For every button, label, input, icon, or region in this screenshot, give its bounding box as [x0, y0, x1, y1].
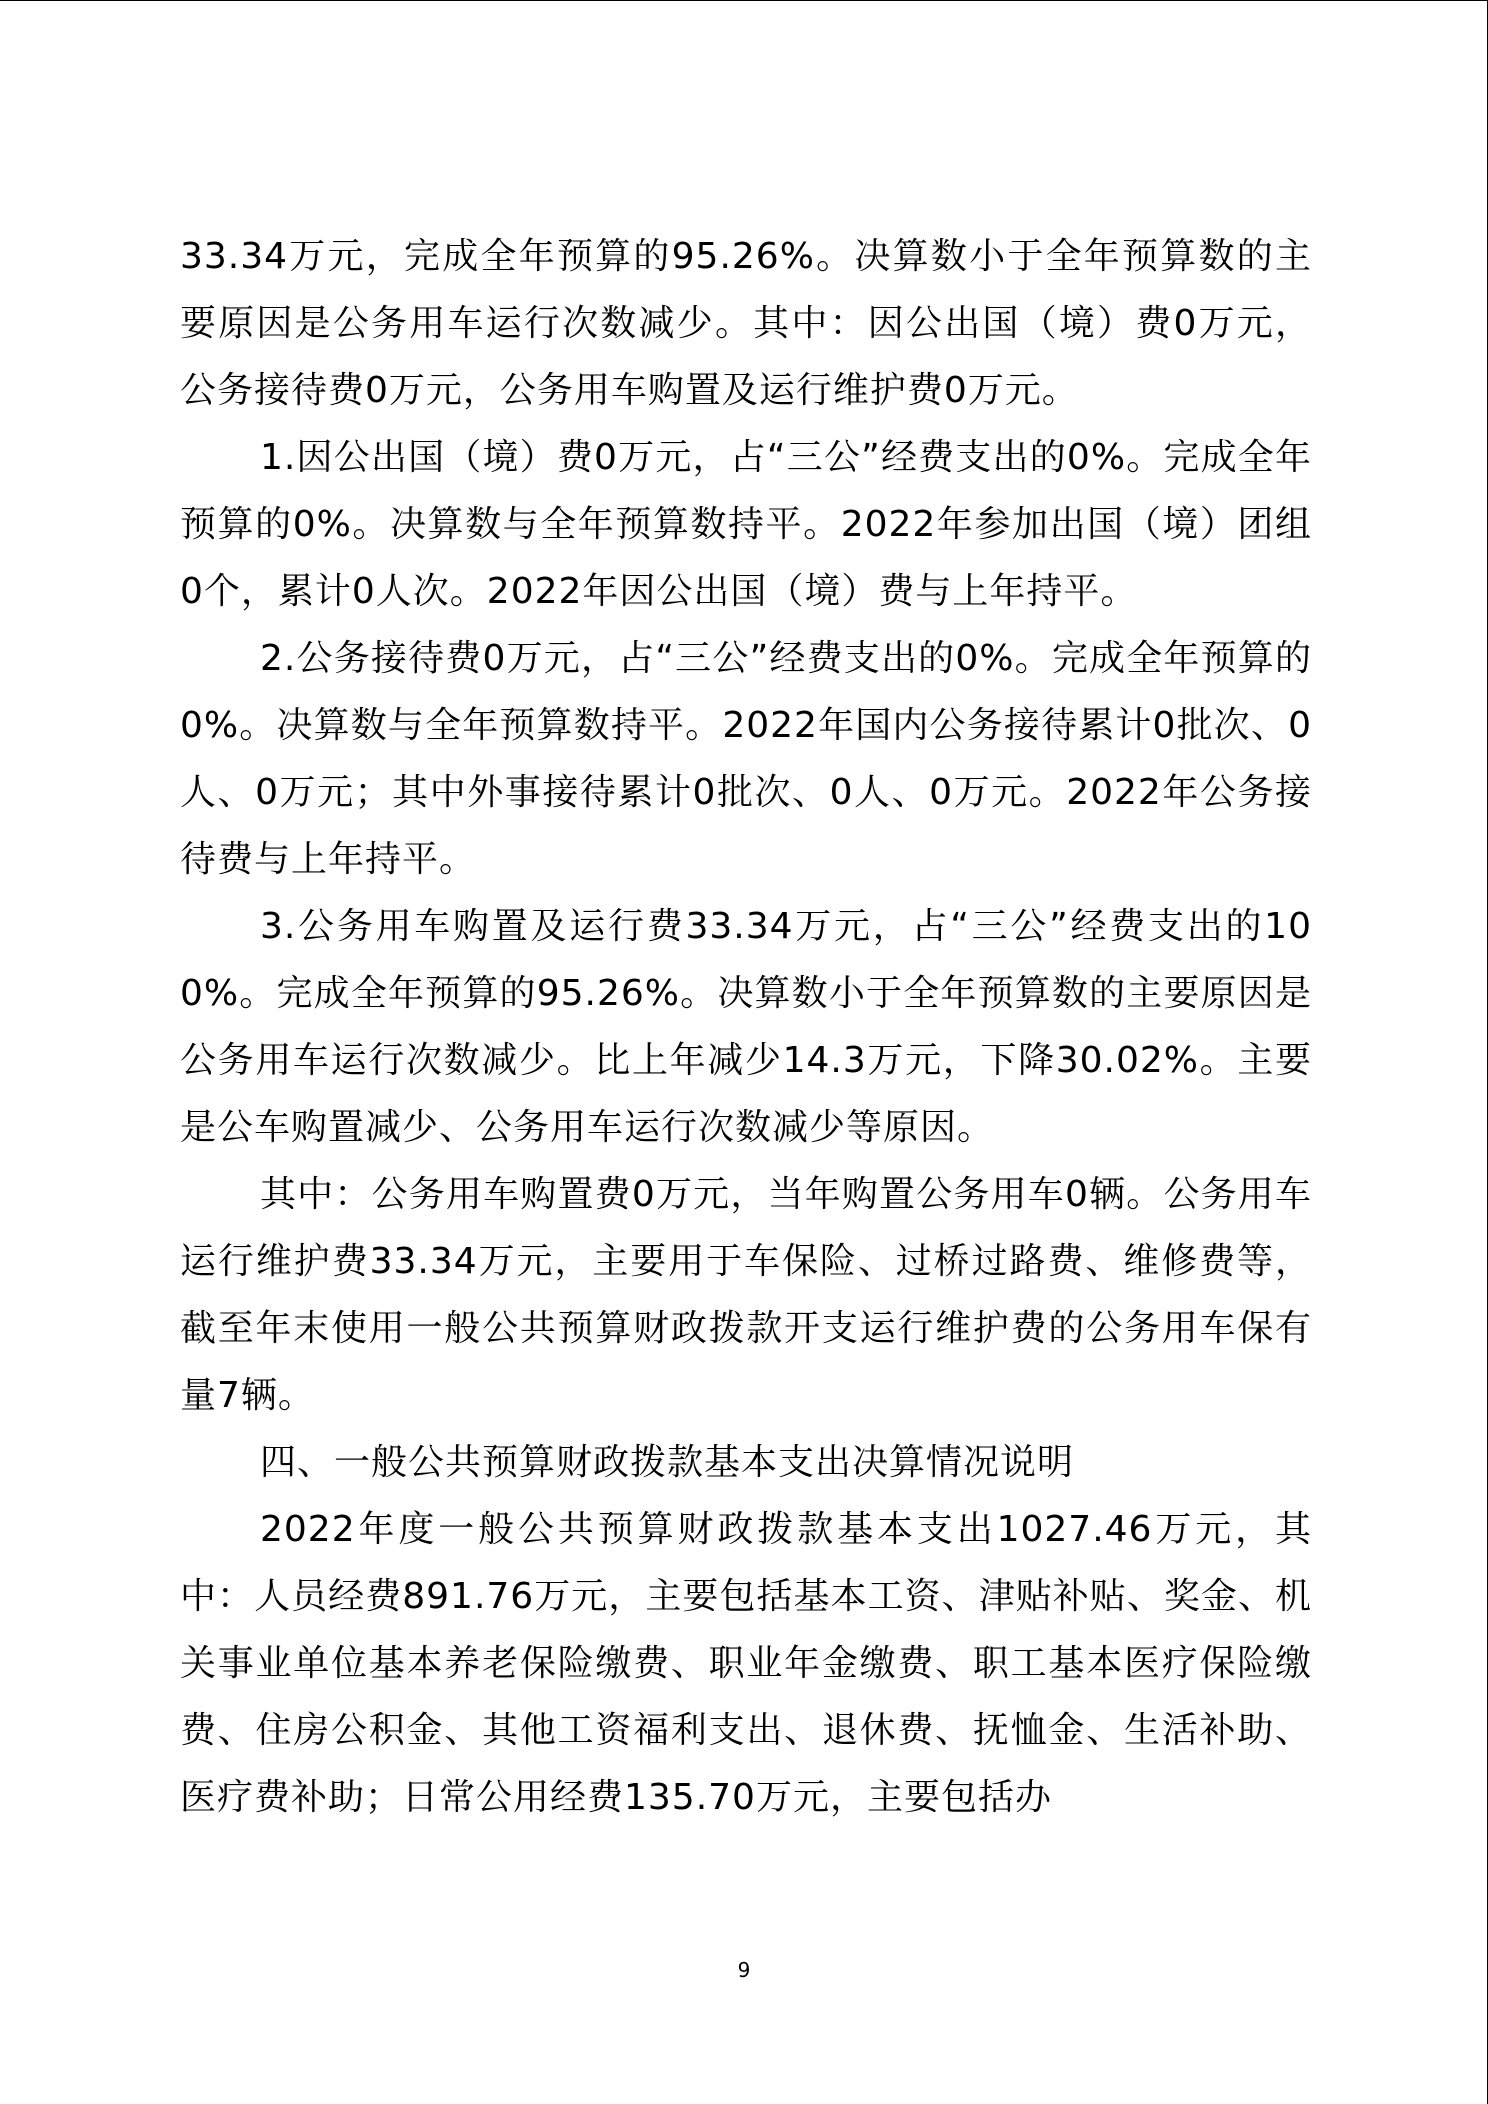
paragraph-2: 1.因公出国（境）费0万元，占“三公”经费支出的0%。完成全年预算的0%。决算数与全年预算数持平。2022年参加出国（境）团组0个，累计0人次。2022年因公出国（境）费与上年持平。: [180, 437, 1312, 612]
paragraph-1: 33.34万元，完成全年预算的95.26%。决算数小于全年预算数的主要原因是公务用车运行次数减少。其中：因公出国（境）费0万元，公务接待费0万元，公务用车购置及运行维护费0万元。: [180, 236, 1312, 411]
paragraph-4: 3.公务用车购置及运行费33.34万元，占“三公”经费支出的100%。完成全年预算的95.26%。决算数小于全年预算数的主要原因是公务用车运行次数减少。比上年减少14.3万元，下降30.02%。主要是公车购置减少、公务用车运行次数减少等原因。: [180, 906, 1312, 1148]
paragraph-5: 其中：公务用车购置费0万元，当年购置公务用车0辆。公务用车运行维护费33.34万元，主要用于车保险、过桥过路费、维修费等，截至年末使用一般公共预算财政拨款开支运行维护费的公务用车保有量7辆。: [180, 1174, 1312, 1416]
section-heading: 四、一般公共预算财政拨款基本支出决算情况说明: [260, 1442, 1075, 1483]
paragraph-7: 2022年度一般公共预算财政拨款基本支出1027.46万元，其中：人员经费891.76万元，主要包括基本工资、津贴补贴、奖金、机关事业单位基本养老保险缴费、职业年金缴费、职工基本医疗保险缴费、住房公积金、其他工资福利支出、退休费、抚恤金、生活补助、医疗费补助；日常公用经费135.70万元，主要包括办: [180, 1509, 1312, 1818]
paragraph-3: 2.公务接待费0万元，占“三公”经费支出的0%。完成全年预算的0%。决算数与全年预算数持平。2022年国内公务接待累计0批次、0人、0万元；其中外事接待累计0批次、0人、0万元。2022年公务接待费与上年持平。: [180, 638, 1312, 880]
page-number: 9: [737, 1958, 751, 1982]
body-text: [180, 223, 1312, 1831]
